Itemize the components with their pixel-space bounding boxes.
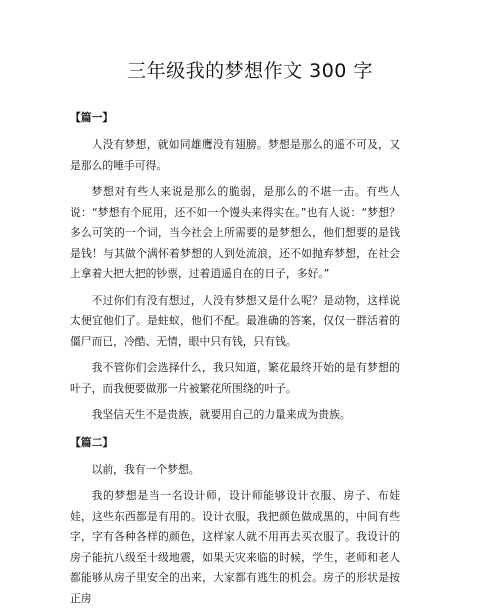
section-heading-2: 【篇二】 — [70, 435, 114, 449]
section-heading-1: 【篇一】 — [70, 111, 114, 124]
paragraph: 我的梦想是当一名设计师，设计师能够设计衣服、房子、布娃娃，这些东西都是有用的。设计衣服，我把颜色做成黑的，中间有些字，字有各种各样的颜色，这样家人就不用再去买衣服了。我设计的房子能抗八级至十级地震，如果天灾来临的时候，学生，老师和老人都能够从房子里安全的出来，大家都有逃生的机会。房子的形状是按正房 — [70, 489, 400, 605]
paragraph: 我坚信天生不是贵族，就要用自己的力量来成为贵族。 — [91, 408, 351, 421]
paragraph: 不过你们有没有想过，人没有梦想又是什么呢？是动物，这样说太便宜他们了。是蛀蚁，他们不配。最准确的答案，仅仅一群活着的僵尸而已，冷酷、无情，眼中只有钱，只有钱。 — [70, 293, 400, 348]
paragraph: 我不管你们会选择什么，我只知道，繁花最终开始的是有梦想的叶子，而我便要做那一片被繁花所围绕的叶子。 — [70, 361, 400, 395]
paragraph: 梦想对有些人来说是那么的脆弱，是那么的不堪一击。有些人说：“梦想有个屁用，还不如一个馒头来得实在。”也有人说：“梦想？多么可笑的一个词，当今社会上所需要的是梦想么，他们想要的是钱是钱！与其做个满怀着梦想的人到处流浪，还不如抛弃梦想，在社会上拿着大把大把的钞票，过着逍遥自在的日子，多好。” — [70, 185, 400, 280]
document-body — [70, 108, 400, 615]
paragraph: 以前，我有一个梦想。 — [91, 462, 200, 476]
document-title: 三年级我的梦想作文 300 字 — [127, 60, 373, 82]
paragraph: 人没有梦想，就如同雄鹰没有翅膀。梦想是那么的遥不可及，又是那么的唾手可得。 — [70, 138, 400, 172]
